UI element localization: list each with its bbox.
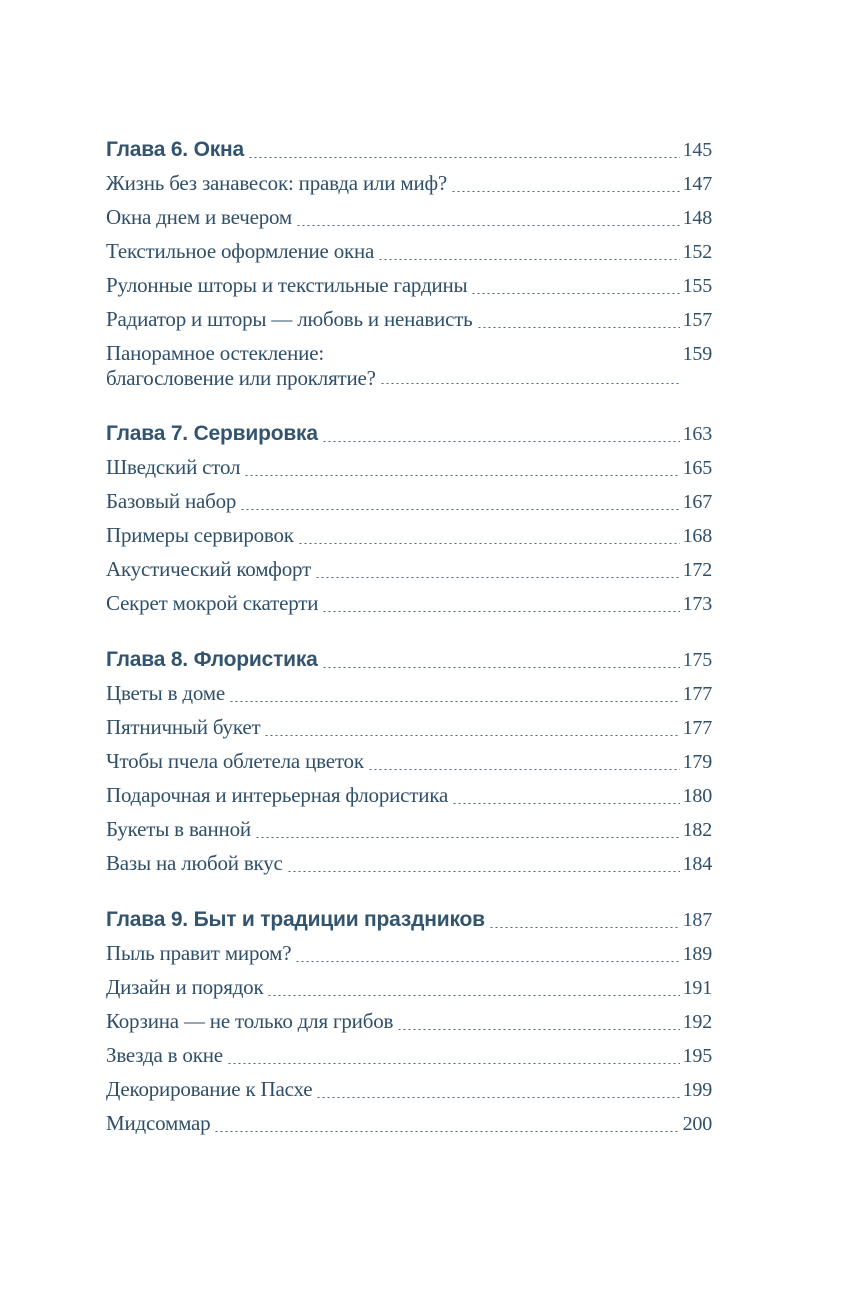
page-number: 189 xyxy=(682,943,712,965)
toc-entry[interactable] xyxy=(106,553,712,587)
page-number: 157 xyxy=(682,309,712,331)
toc-entry[interactable] xyxy=(106,971,712,1005)
toc-entry[interactable] xyxy=(106,519,712,553)
chapter-title: Глава 9. Быт и традиции праздников xyxy=(106,908,485,931)
dot-leader xyxy=(378,259,679,260)
chapter-heading[interactable] xyxy=(106,643,712,677)
dot-leader xyxy=(248,157,680,158)
entry-title: Мидсоммар xyxy=(106,1111,211,1135)
dot-leader xyxy=(315,577,680,578)
dot-leader xyxy=(298,543,680,544)
dot-leader xyxy=(244,475,679,476)
toc-entry[interactable] xyxy=(106,677,712,711)
toc-entry[interactable] xyxy=(106,1073,712,1107)
toc-entry[interactable] xyxy=(106,937,712,971)
dot-leader xyxy=(322,611,679,612)
page-number: 184 xyxy=(682,853,712,875)
page-number: 159 xyxy=(682,343,712,365)
page-number: 180 xyxy=(682,785,712,807)
chapter-9 xyxy=(106,903,712,1141)
entry-title: Пятничный букет xyxy=(106,715,261,739)
chapter-8 xyxy=(106,643,712,881)
chapter-6 xyxy=(106,133,712,395)
page-number: 173 xyxy=(682,593,712,615)
page-number: 179 xyxy=(682,751,712,773)
page-number: 199 xyxy=(682,1079,712,1101)
dot-leader xyxy=(451,191,680,192)
entry-title: Жизнь без занавесок: правда или миф? xyxy=(106,171,448,195)
entry-title: Корзина — не только для грибов xyxy=(106,1009,394,1033)
chapter-heading[interactable] xyxy=(106,417,712,451)
page-number: 200 xyxy=(682,1113,712,1135)
page-number: 175 xyxy=(682,649,712,671)
page-number: 187 xyxy=(682,909,712,931)
entry-title: Звезда в окне xyxy=(106,1043,223,1067)
toc-entry[interactable] xyxy=(106,269,712,303)
entry-title: Дизайн и порядок xyxy=(106,975,264,999)
entry-title: Чтобы пчела облетела цветок xyxy=(106,749,364,773)
toc-entry[interactable] xyxy=(106,485,712,519)
page-number: 147 xyxy=(682,173,712,195)
dot-leader xyxy=(295,961,679,962)
table-of-contents xyxy=(106,133,712,1163)
dot-leader xyxy=(316,1097,679,1098)
entry-title xyxy=(106,341,380,391)
entry-title: Подарочная и интерьерная флористика xyxy=(106,783,449,807)
toc-entry[interactable] xyxy=(106,451,712,485)
dot-leader xyxy=(477,327,680,328)
toc-entry[interactable] xyxy=(106,745,712,779)
entry-title: Окна днем и вечером xyxy=(106,205,293,229)
dot-leader xyxy=(368,769,680,770)
entry-title: Букеты в ванной xyxy=(106,817,251,841)
dot-leader xyxy=(489,927,680,928)
dot-leader xyxy=(255,837,680,838)
entry-title: Радиатор и шторы — любовь и ненависть xyxy=(106,307,473,331)
entry-title: Базовый набор xyxy=(106,489,237,513)
page-number: 167 xyxy=(682,491,712,513)
dot-leader xyxy=(240,509,679,510)
entry-title: Секрет мокрой скатерти xyxy=(106,591,319,615)
entry-title: Декорирование к Пасхе xyxy=(106,1077,313,1101)
dot-leader xyxy=(322,667,680,668)
toc-entry[interactable] xyxy=(106,779,712,813)
entry-title-line-2: благословение или проклятие? xyxy=(106,366,376,390)
toc-entry[interactable] xyxy=(106,303,712,337)
entry-title: Примеры сервировок xyxy=(106,523,294,547)
dot-leader xyxy=(397,1029,679,1030)
entry-title: Цветы в доме xyxy=(106,681,225,705)
chapter-title: Глава 7. Сервировка xyxy=(106,422,318,445)
toc-entry[interactable] xyxy=(106,847,712,881)
page-number: 155 xyxy=(682,275,712,297)
page-number: 165 xyxy=(682,457,712,479)
toc-entry[interactable] xyxy=(106,235,712,269)
page-number: 163 xyxy=(682,423,712,445)
toc-entry[interactable] xyxy=(106,201,712,235)
page-number: 191 xyxy=(682,977,712,999)
toc-entry[interactable] xyxy=(106,1005,712,1039)
page-number: 172 xyxy=(682,559,712,581)
entry-title: Пыль правит миром? xyxy=(106,941,292,965)
page-number: 177 xyxy=(682,683,712,705)
dot-leader xyxy=(452,803,679,804)
page-number: 192 xyxy=(682,1011,712,1033)
page-number: 145 xyxy=(682,139,712,161)
dot-leader xyxy=(227,1063,680,1064)
entry-title-line-1: Панорамное остекление: xyxy=(106,341,324,365)
dot-leader xyxy=(380,383,680,384)
dot-leader xyxy=(471,293,679,294)
page-number: 177 xyxy=(682,717,712,739)
page-number: 152 xyxy=(682,241,712,263)
entry-title: Акустический комфорт xyxy=(106,557,311,581)
toc-entry[interactable] xyxy=(106,587,712,621)
toc-entry[interactable] xyxy=(106,1039,712,1073)
page-number: 195 xyxy=(682,1045,712,1067)
entry-title: Текстильное оформление окна xyxy=(106,239,375,263)
chapter-7 xyxy=(106,417,712,621)
dot-leader xyxy=(264,735,679,736)
dot-leader xyxy=(267,995,679,996)
entry-title: Шведский стол xyxy=(106,455,241,479)
toc-entry[interactable] xyxy=(106,337,712,395)
toc-entry[interactable] xyxy=(106,711,712,745)
entry-title: Рулонные шторы и текстильные гардины xyxy=(106,273,468,297)
dot-leader xyxy=(296,225,680,226)
chapter-heading[interactable] xyxy=(106,903,712,937)
toc-entry[interactable] xyxy=(106,167,712,201)
dot-leader xyxy=(229,701,680,702)
toc-entry[interactable] xyxy=(106,813,712,847)
entry-title: Вазы на любой вкус xyxy=(106,851,283,875)
dot-leader xyxy=(214,1131,679,1132)
page-number: 148 xyxy=(682,207,712,229)
page-number: 168 xyxy=(682,525,712,547)
dot-leader xyxy=(322,441,680,442)
page-number: 182 xyxy=(682,819,712,841)
chapter-title: Глава 8. Флористика xyxy=(106,648,318,671)
chapter-heading[interactable] xyxy=(106,133,712,167)
dot-leader xyxy=(287,871,680,872)
toc-entry[interactable] xyxy=(106,1107,712,1141)
chapter-title: Глава 6. Окна xyxy=(106,138,244,161)
